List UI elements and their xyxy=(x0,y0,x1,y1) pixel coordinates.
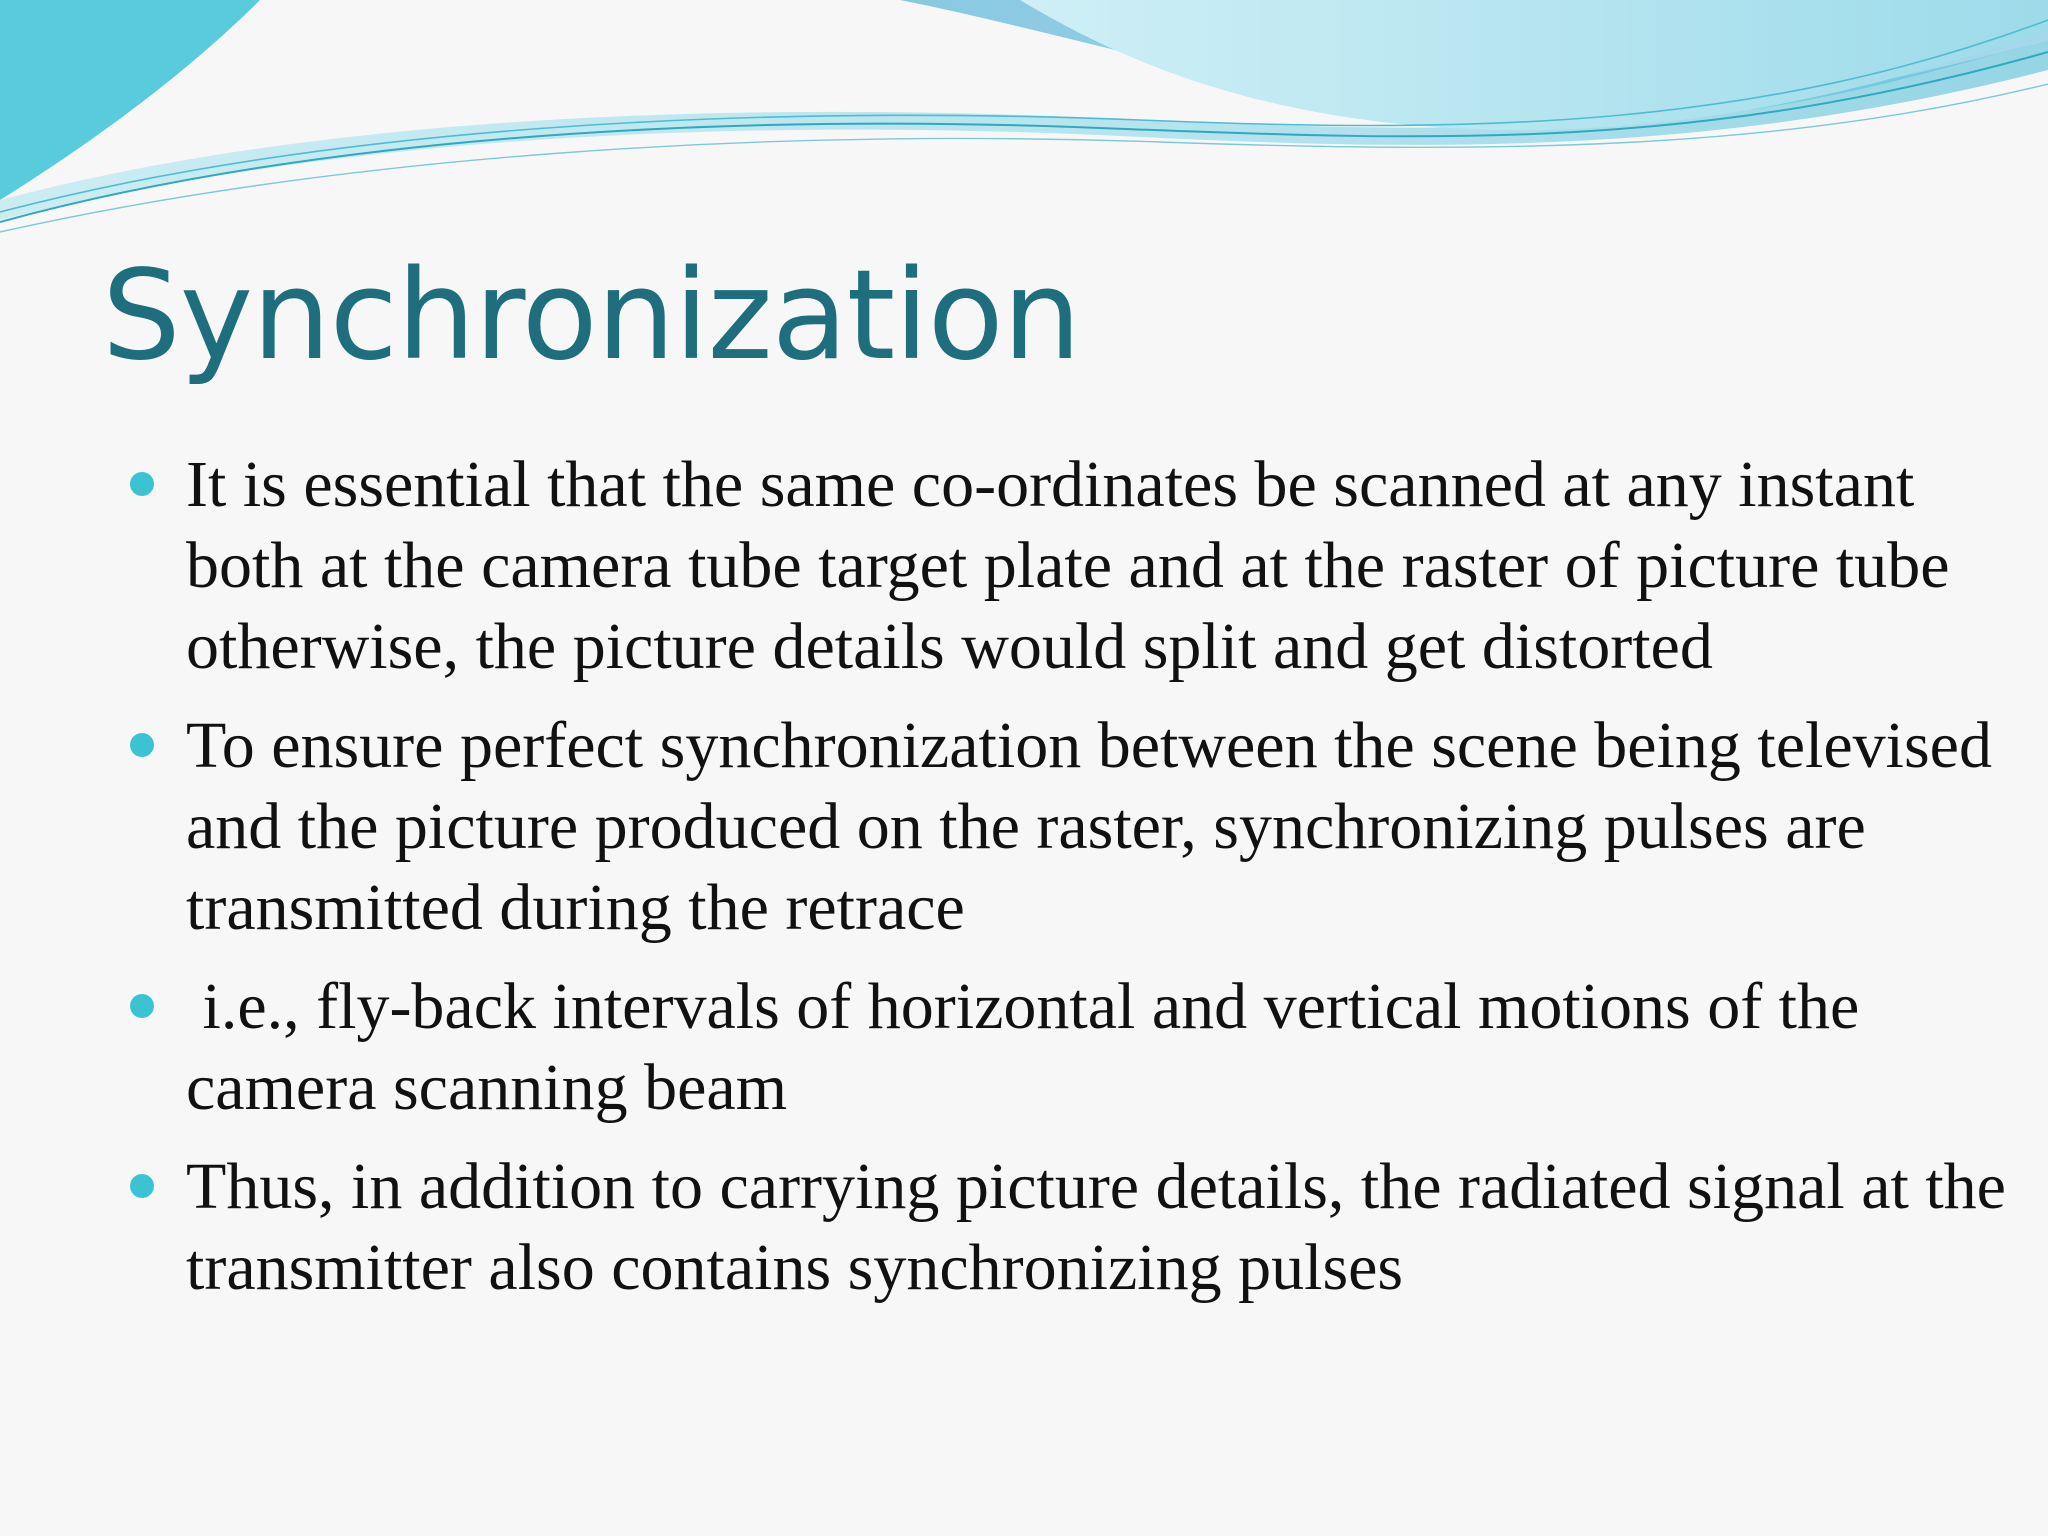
bullet-dot-icon xyxy=(130,733,154,757)
bullet-dot-icon xyxy=(130,472,154,496)
bullet-item xyxy=(130,966,2010,1128)
bullet-text: i.e., fly-back intervals of horizontal and vertical motions of the camera scanning beam xyxy=(186,970,1876,1124)
bullet-item xyxy=(130,1146,2023,1308)
bullet-dot-icon xyxy=(130,1174,154,1198)
bullet-item xyxy=(130,705,2010,948)
decorative-wave-header xyxy=(0,0,2048,240)
bullet-list xyxy=(130,444,2023,1326)
bullet-text: To ensure perfect synchronization between the scene being televised and the picture produced on the raster, synchronizing pulses are transmitted during the retrace xyxy=(186,709,2009,944)
bullet-item xyxy=(130,444,2010,687)
bullet-text: It is essential that the same co-ordinates be scanned at any instant both at the camera tube target plate and at the raster of picture tube otherwise, the picture details would split and get distorted xyxy=(186,448,1967,683)
bullet-text: Thus, in addition to carrying picture details, the radiated signal at the transmitter also contains synchronizing pulses xyxy=(186,1150,2023,1304)
bullet-dot-icon xyxy=(130,994,154,1018)
wave-band-right xyxy=(1020,0,2048,130)
slide-title: Synchronization xyxy=(102,244,1081,388)
